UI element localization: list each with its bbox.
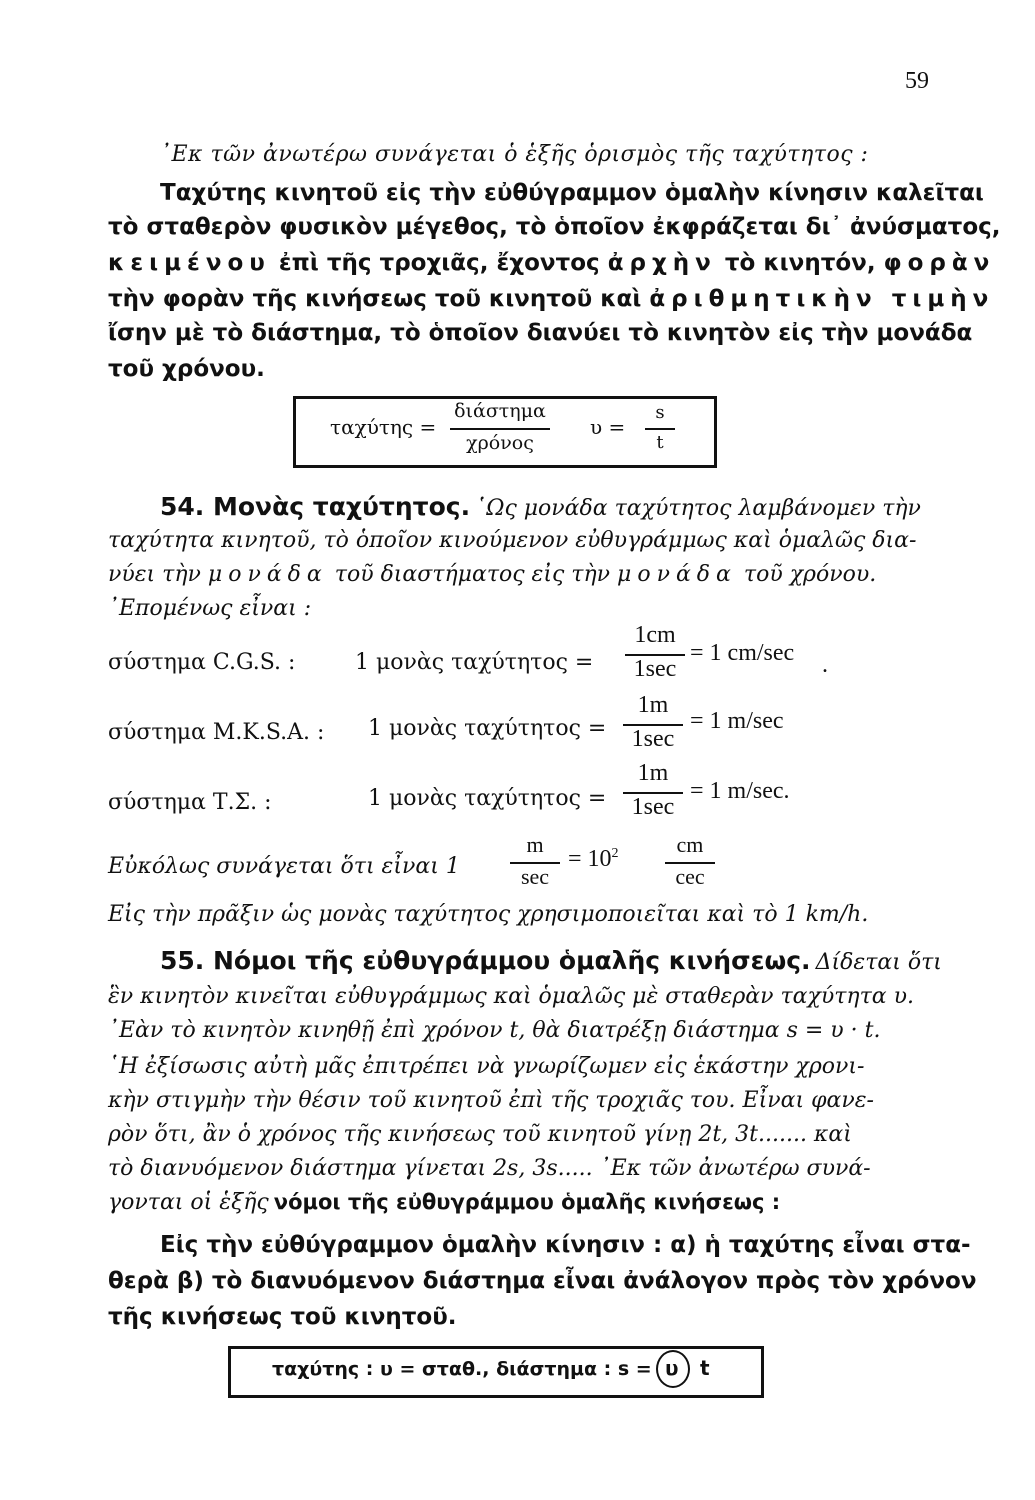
spaced-word-keimenou: κειμένου (108, 250, 271, 276)
conversion-den-1: sec (520, 864, 550, 889)
formula-denominator: χρόνος (466, 432, 534, 454)
system-denominator: 1sec (631, 726, 675, 752)
spaced-word-foran: φορὰν (883, 250, 996, 276)
definition-line-3 (108, 250, 995, 276)
system-tail: . (822, 652, 828, 678)
definition-line-6: τοῦ χρόνου. (108, 356, 265, 382)
conversion-num-1: m (526, 832, 544, 857)
section-55-line-6: ρὸν ὅτι, ἂν ὁ χρόνος τῆς κινήσεως τοῦ κινητοῦ γίνῃ 2t, 3t....... καὶ (108, 1122, 852, 1147)
conversion-text: Εὐκόλως συνάγεται ὅτι εἶναι 1 (108, 854, 460, 879)
page-number: 59 (905, 68, 929, 94)
system-result: = 1 m/sec (690, 708, 784, 734)
system-name: σύστημα Τ.Σ. : (108, 790, 272, 815)
formula-numerator: διάστημα (454, 400, 546, 422)
system-label: 1 μονὰς ταχύτητος = (368, 716, 607, 741)
system-result: = 1 m/sec. (690, 778, 790, 804)
kmh-line: Εἰς τὴν πρᾶξιν ὡς μονὰς ταχύτητος χρησιμοποιεῖται καὶ τὸ 1 km/h. (108, 902, 869, 927)
definition-line-5: ἴσην μὲ τὸ διάστημα, τὸ ὁποῖον διανύει τὸ κινητὸν εἰς τὴν μονάδα (108, 320, 973, 346)
formula-lhs: ταχύτης = (330, 415, 437, 439)
section-54-heading (160, 492, 921, 521)
s54-l3-e: τοῦ χρόνου. (743, 562, 877, 587)
system-denominator: 1sec (633, 656, 677, 682)
law-line-3: τῆς κινήσεως τοῦ κινητοῦ. (108, 1304, 457, 1330)
system-denominator: 1sec (631, 794, 675, 820)
section-54-title: 54. Μονὰς ταχύτητος. (160, 492, 471, 521)
section-55-line-3: ᾽Εὰν τὸ κινητὸν κινηθῇ ἐπὶ χρόνον t, θὰ διατρέξῃ διάστημα s = υ · t. (108, 1018, 881, 1043)
section-55-line-2: ἓν κινητὸν κινεῖται εὐθυγράμμως καὶ ὁμαλῶς μὲ σταθερὰν ταχύτητα υ. (108, 984, 914, 1009)
s54-l3-monada-1: μονάδα (207, 562, 328, 587)
system-numerator: 1m (637, 692, 669, 718)
fraction-bar (450, 428, 550, 430)
section-55-line-8 (108, 1190, 780, 1215)
definition-line-1: Ταχύτης κινητοῦ εἰς τὴν εὐθύγραμμον ὁμαλὴν κίνησιν καλεῖται (160, 180, 984, 206)
s54-l3-c: τοῦ διαστήματος εἰς τὴν (334, 562, 611, 587)
conversion-eq-text: = 10 (568, 846, 612, 872)
conversion-den-2: cec (675, 864, 705, 889)
formula-lhs-2: υ = (590, 415, 626, 439)
conversion-exponent: 2 (611, 846, 619, 861)
conversion-num-2: cm (676, 832, 704, 857)
fraction-bar-2 (645, 428, 675, 430)
s54-l3-a: νύει τὴν (108, 562, 201, 587)
s54-l3-monada-2: μονάδα (617, 562, 737, 587)
intro-line: ᾽Εκ τῶν ἀνωτέρω συνάγεται ὁ ἑξῆς ὁρισμὸς τῆς ταχύτητος : (160, 142, 869, 167)
section-55-line-4: ῾Η ἐξίσωσις αὐτὴ μᾶς ἐπιτρέπει νὰ γνωρίζωμεν εἰς ἑκάστην χρονι- (108, 1054, 865, 1079)
spaced-word-arithmetikh: ἀριθμητικὴν τιμὴν (649, 286, 995, 312)
law-formula-t: t (700, 1356, 710, 1380)
system-label: 1 μονὰς ταχύτητος = (368, 786, 607, 811)
section-55-heading (160, 946, 942, 975)
definition-line-3-text2: τὸ κινητόν, (724, 250, 876, 276)
section-54-line-3 (108, 562, 876, 587)
s55-l8-b: νόμοι τῆς εὐθυγράμμου ὁμαλῆς κινήσεως : (273, 1190, 781, 1214)
system-label: 1 μονὰς ταχύτητος = (355, 650, 594, 675)
system-result: = 1 cm/sec (690, 640, 795, 666)
definition-line-4 (108, 286, 994, 312)
definition-line-3-text: ἐπὶ τῆς τροχιᾶς, ἔχοντος (278, 250, 600, 276)
definition-line-4-text: τὴν φορὰν τῆς κινήσεως τοῦ κινητοῦ καὶ (108, 286, 642, 312)
section-54-line-4: ᾽Επομένως εἶναι : (108, 596, 312, 621)
section-55-line-1: Δίδεται ὅτι (815, 950, 942, 975)
s55-l8-a: γονται οἱ ἑξῆς (108, 1190, 269, 1215)
section-54-line-2: ταχύτητα κινητοῦ, τὸ ὁποῖον κινούμενον εὐθυγράμμως καὶ ὁμαλῶς δια- (108, 528, 917, 553)
formula-denominator-2: t (656, 432, 664, 453)
spaced-word-arxhn: ἀρχὴν (607, 250, 717, 276)
section-55-line-7: τὸ διανυόμενον διάστημα γίνεται 2s, 3s..... ᾽Εκ τῶν ἀνωτέρω συνά- (108, 1156, 871, 1181)
system-numerator: 1cm (634, 622, 676, 648)
system-name: σύστημα M.K.S.A. : (108, 720, 325, 745)
conversion-eq (568, 846, 619, 873)
section-55-line-5: κὴν στιγμὴν τὴν θέσιν τοῦ κινητοῦ ἐπὶ τῆς τροχιᾶς του. Εἶναι φανε- (108, 1088, 874, 1113)
section-54-line-1: ῾Ως μονάδα ταχύτητος λαμβάνομεν τὴν (475, 496, 921, 521)
system-numerator: 1m (637, 760, 669, 786)
law-formula-v: υ (665, 1356, 679, 1380)
section-55-title: 55. Νόμοι τῆς εὐθυγράμμου ὁμαλῆς κινήσεως. (160, 946, 811, 975)
formula-numerator-2: s (655, 402, 665, 423)
law-line-2: θερὰ β) τὸ διανυόμενον διάστημα εἶναι ἀνάλογον πρὸς τὸν χρόνον (108, 1268, 977, 1294)
law-line-1: Εἰς τὴν εὐθύγραμμον ὁμαλὴν κίνησιν : α) ἡ ταχύτης εἶναι στα- (160, 1232, 971, 1258)
law-formula-text: ταχύτης : υ = σταθ., διάστημα : s = (272, 1358, 652, 1380)
definition-line-2: τὸ σταθερὸν φυσικὸν μέγεθος, τὸ ὁποῖον ἐκφράζεται δι᾽ ἀνύσματος, (108, 214, 1001, 240)
system-name: σύστημα C.G.S. : (108, 650, 296, 675)
